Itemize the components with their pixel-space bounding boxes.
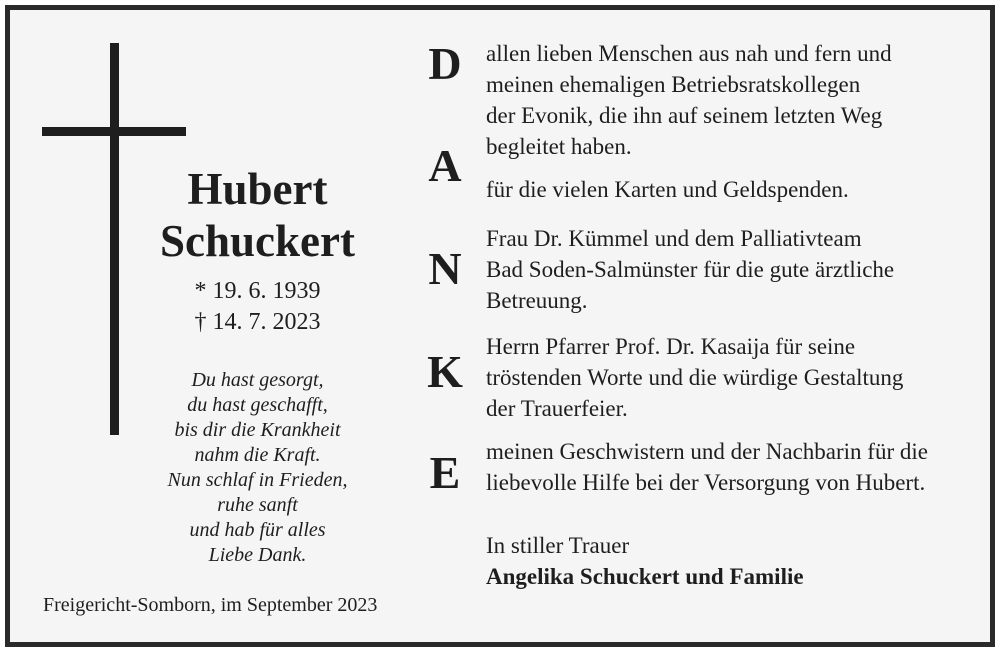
thanks-line: Betreuung. [486, 288, 588, 313]
poem [125, 368, 390, 568]
signature-intro: In stiller Trauer [486, 533, 630, 558]
thanks-line: der Trauerfeier. [486, 396, 628, 421]
poem-line: bis dir die Krankheit [174, 419, 341, 441]
thanks-paragraph-5 [486, 436, 976, 498]
poem-line: Nun schlaf in Frieden, [167, 469, 348, 491]
poem-line: und hab für alles [189, 519, 326, 541]
poem-line: ruhe sanft [217, 494, 298, 516]
poem-line: nahm die Kraft. [194, 444, 321, 466]
thanks-line: liebevolle Hilfe bei der Versorgung von Hubert. [486, 470, 926, 495]
thanks-paragraph-1 [486, 38, 976, 162]
thanks-paragraph-2 [486, 174, 976, 205]
danke-letter-k: K [427, 346, 463, 397]
deceased-last-name: Schuckert [160, 216, 355, 266]
poem-line: Liebe Dank. [208, 544, 307, 566]
poem-line: du hast geschafft, [187, 394, 328, 416]
thanks-line: tröstenden Worte und die würdige Gestaltung [486, 365, 904, 390]
thanks-line: meinen ehemaligen Betriebsratskollegen [486, 72, 861, 97]
danke-letter-d: D [428, 38, 462, 89]
thanks-line: der Evonik, die ihn auf seinem letzten Weg [486, 103, 883, 128]
birth-date: * 19. 6. 1939 [194, 278, 321, 304]
thanks-line: Frau Dr. Kümmel und dem Palliativteam [486, 226, 862, 251]
cross-icon-horizontal [42, 127, 186, 136]
thanks-line: Bad Soden-Salmünster für die gute ärztliche [486, 257, 895, 282]
thanks-line: für die vielen Karten und Geldspenden. [486, 177, 849, 202]
thanks-line: Herrn Pfarrer Prof. Dr. Kasaija für seine [486, 334, 856, 359]
thanks-line: begleitet haben. [486, 134, 632, 159]
thanks-line: allen lieben Menschen aus nah und fern und [486, 41, 892, 66]
poem-line: Du hast gesorgt, [191, 369, 324, 391]
thanks-paragraph-3 [486, 223, 976, 316]
danke-letter-n: N [428, 243, 462, 294]
cross-icon-vertical [110, 43, 119, 435]
danke-letter-a: A [428, 140, 462, 191]
danke-letter-e: E [429, 447, 461, 498]
thanks-paragraph-4 [486, 331, 976, 424]
death-date: † 14. 7. 2023 [194, 309, 321, 335]
deceased-first-name: Hubert [187, 164, 328, 214]
signature-names: Angelika Schuckert und Familie [486, 564, 804, 589]
thanks-line: meinen Geschwistern und der Nachbarin für die [486, 439, 928, 464]
place-date: Freigericht-Somborn, im September 2023 [43, 594, 378, 616]
